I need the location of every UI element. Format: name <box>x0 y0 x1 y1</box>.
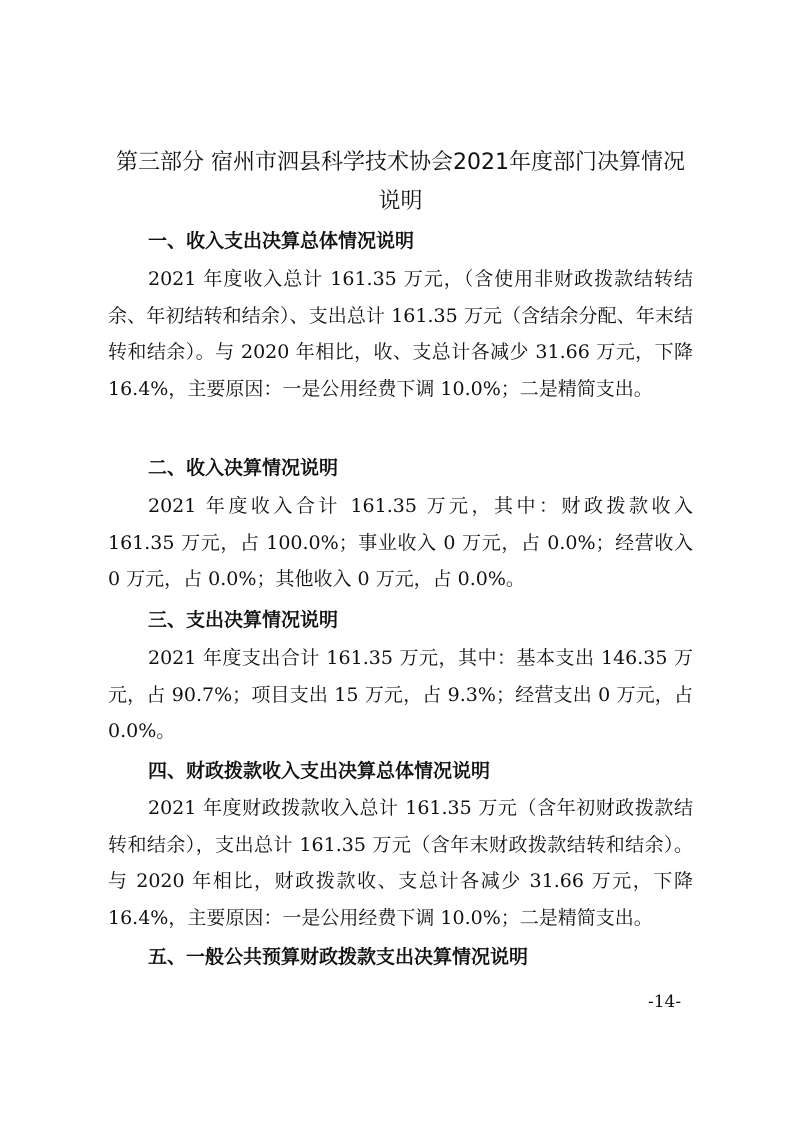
page-title: 第三部分 宿州市泗县科学技术协会2021年度部门决算情况 <box>116 150 685 175</box>
section-body-4: 2021 年度财政拨款收入总计 161.35 万元（含年初财政拨款结转和结余），支出总计 161.35 万元（含年末财政拨款结转和结余）。与 2020 年相比，财政拨款收、支总计各减少 31.66 万元，下降 16.4%，主要原因：一是公用经费下调 10.0%；二是精简支出。 <box>108 797 693 929</box>
page-title-continuation: 说明 <box>378 189 423 214</box>
section-body-2: 2021 年度收入合计 161.35 万元，其中：财政拨款收入 161.35 万元，占 100.0%；事业收入 0 万元，占 0.0%；经营收入 0 万元，占 0.0%；其他收入 0 万元，占 0.0%。 <box>108 495 693 590</box>
section-heading-4: 四、财政拨款收入支出决算总体情况说明 <box>148 760 491 782</box>
section-heading-2: 二、收入决算情况说明 <box>148 457 339 479</box>
section-heading-1: 一、收入支出决算总体情况说明 <box>148 230 415 252</box>
page-number: -14- <box>648 992 682 1012</box>
section-body-1: 2021 年度收入总计 161.35 万元，（含使用非财政拨款结转结余、年初结转和结余）、支出总计 161.35 万元（含结余分配、年末结转和结余）。与 2020 年相比，收、支总计各减少 31.66 万元，下降 16.4%，主要原因：一是公用经费下调 10.0%；二是精简支出。 <box>108 268 693 400</box>
section-heading-5: 五、一般公共预算财政拨款支出决算情况说明 <box>148 946 529 968</box>
section-body-3: 2021 年度支出合计 161.35 万元，其中：基本支出 146.35 万元，占 90.7%；项目支出 15 万元，占 9.3%；经营支出 0 万元，占 0.0%。 <box>108 647 693 742</box>
section-heading-3: 三、支出决算情况说明 <box>148 609 339 631</box>
